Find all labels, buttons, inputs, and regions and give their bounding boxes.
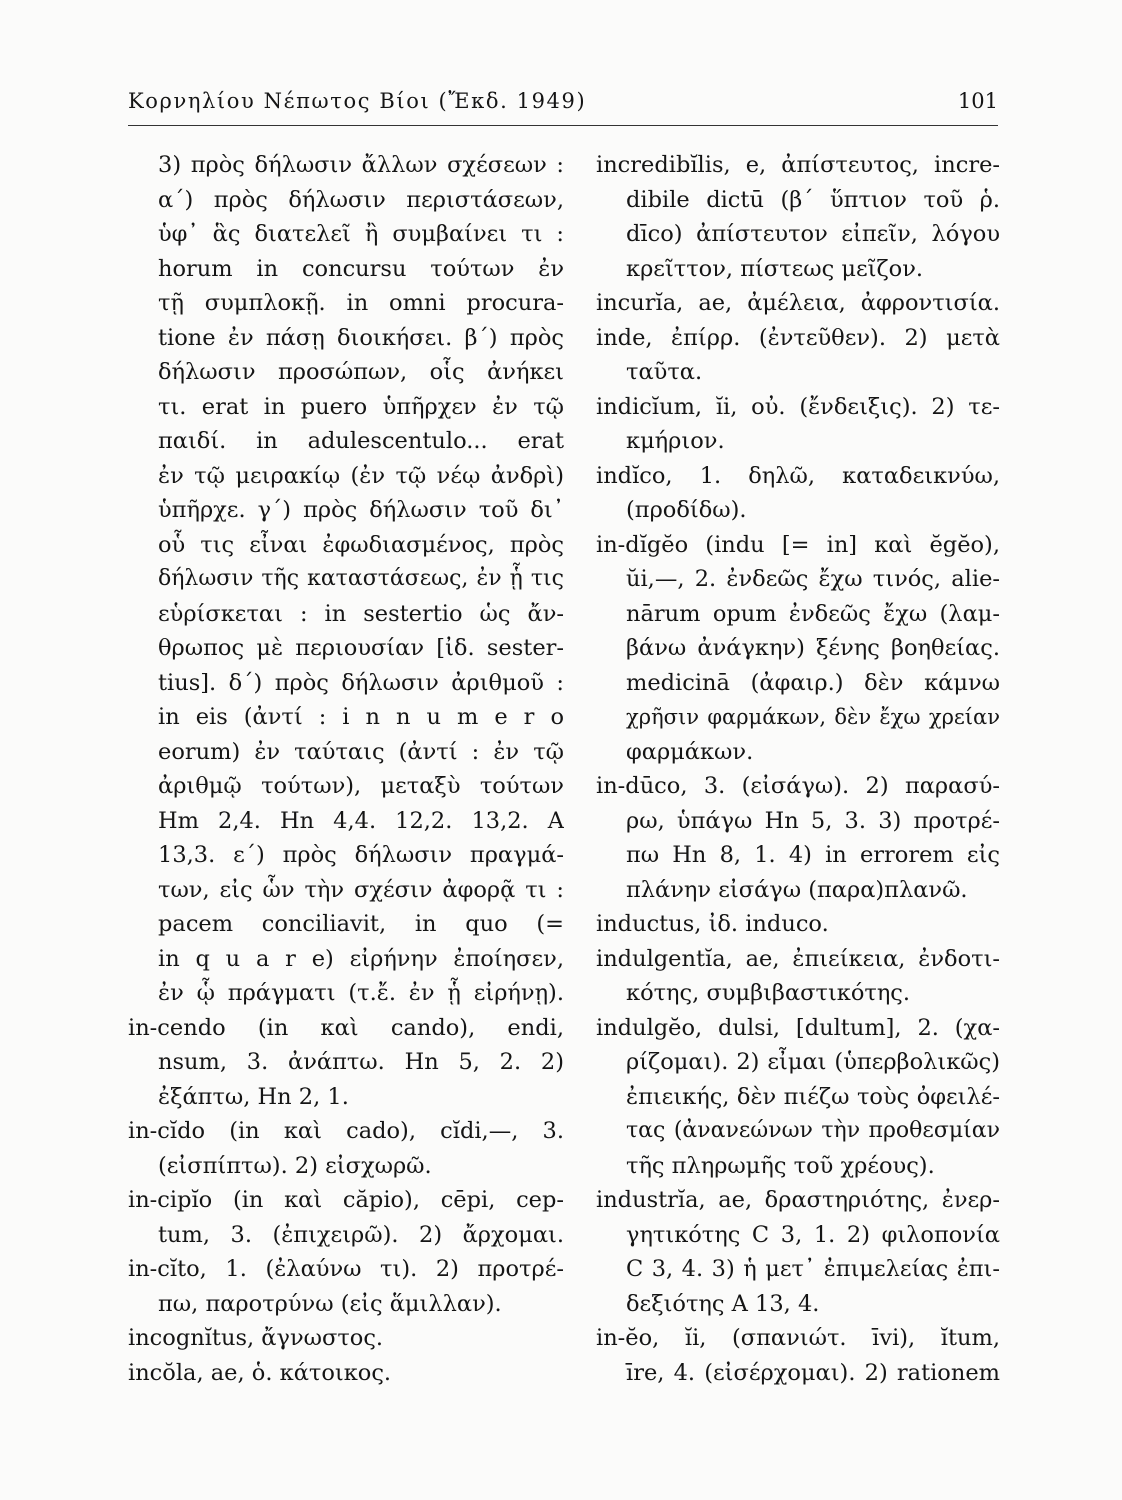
dictionary-line: ὑπῆρχε. γ΄) πρὸς δήλωσιν τοῦ δι᾽ [158,497,564,523]
dictionary-line: ρω, ὑπάγω Hn 5, 3. 3) προτρέ- [626,807,1000,834]
dictionary-line: tius]. δ΄) πρὸς δήλωσιν ἀριθμοῦ : [158,669,564,696]
dictionary-line: in-dĭgĕo (indu [= in] καὶ ĕgĕo), [596,531,1000,558]
dictionary-line: indulgentĭa, ae, ἐπιείκεια, ἐνδοτι- [596,945,1000,972]
dictionary-line: incŏla, ae, ὁ. κάτοικος. [128,1359,392,1386]
dictionary-line: inde, ἐπίρρ. (ἐντεῦθεν). 2) μετὰ [596,324,1000,351]
dictionary-line: (προδίδω). [626,497,747,523]
dictionary-line: horum in concursu τούτων ἐν [158,255,564,282]
dictionary-line: ταῦτα. [626,359,703,385]
dictionary-line: inductus, ἰδ. induco. [596,911,829,937]
dictionary-line: τας (ἀνανεώνων τὴν προθεσμίαν [626,1118,1000,1143]
dictionary-line: τῆς πληρωμῆς τοῦ χρέους). [626,1152,935,1179]
book-title: Κορνηλίου Νέπωτος Βίοι (Ἔκδ. 1949) [128,89,587,113]
dictionary-line: in-cipĭo (in καὶ căpio), cēpi, cep- [128,1187,564,1213]
dictionary-line: πω Hn 8, 1. 4) in errorem εἰς [626,842,1000,868]
dictionary-line: φαρμάκων. [626,738,754,765]
dictionary-line: incurĭa, ae, ἀμέλεια, ἀφροντισία. [596,290,1000,316]
dictionary-line: indĭco, 1. δηλῶ, καταδεικνύω, [596,462,1000,489]
dictionary-line: in q u a r e) εἰρήνην ἐποίησεν, [158,945,564,972]
dictionary-line: tione ἐν πάσῃ διοικήσει. β΄) πρὸς [158,324,564,351]
dictionary-line: 3) πρὸς δήλωσιν ἄλλων σχέσεων : [158,152,564,178]
dictionary-line: in-cendo (in καὶ cando), endi, [128,1014,564,1041]
dictionary-line: C 3, 4. 3) ἡ μετ᾽ ἐπιμελείας ἐπι- [626,1256,1000,1282]
dictionary-line: των, εἰς ὧν τὴν σχέσιν ἀφορᾷ τι : [158,876,564,903]
dictionary-line: ἐπιεικής, δὲν πιέζω τοὺς ὀφειλέ- [626,1083,1000,1110]
running-header [128,89,998,119]
dictionary-line: industrĭa, ae, δραστηριότης, ἐνερ- [596,1187,1000,1213]
dictionary-line: dīco) ἀπίστευτον εἰπεῖν, λόγου [626,221,1000,247]
dictionary-line: ἐν τῷ μειρακίῳ (ἐν τῷ νέῳ ἀνδρὶ) [158,462,564,489]
dictionary-line: ἐξάπτω, Hn 2, 1. [158,1083,349,1110]
dictionary-line: (εἰσπίπτω). 2) εἰσχωρῶ. [158,1152,432,1179]
dictionary-line: δήλωσιν προσώπων, οἷς ἀνήκει [158,359,564,385]
dictionary-line: παιδί. in adulescentulo... erat [158,428,564,454]
dictionary-line: κμήριον. [626,428,725,454]
dictionary-line: 13,3. ε΄) πρὸς δήλωσιν πραγμά- [158,842,564,868]
dictionary-line: in eis (ἀντί : i n n u m e r o [158,704,564,730]
dictionary-line: εὑρίσκεται : in sestertio ὡς ἄν- [158,600,564,627]
dictionary-line: κρεῖττον, πίστεως μεῖζον. [626,255,924,282]
dictionary-line: in-dūco, 3. (εἰσάγω). 2) παρασύ- [596,773,1000,799]
dictionary-line: in-cĭdo (in καὶ cado), cĭdi,—, 3. [128,1118,564,1144]
dictionary-line: πλάνην εἰσάγω (παρα)πλανῶ. [626,876,968,903]
dictionary-line: βάνω ἀνάγκην) ξένης βοηθείας. [626,635,1000,661]
dictionary-line: ὑφ᾽ ἃς διατελεῖ ἢ συμβαίνει τι : [158,221,564,247]
dictionary-line: incognĭtus, ἄγνωστος. [128,1325,384,1351]
dictionary-line: θρωπος μὲ περιουσίαν [ἰδ. sester- [158,635,564,661]
dictionary-line: indicĭum, ĭi, οὐ. (ἔνδειξις). 2) τε- [596,393,1000,420]
left-column [128,148,564,1390]
dictionary-line: in-cĭto, 1. (ἐλαύνω τι). 2) προτρέ- [128,1256,564,1282]
dictionary-line: ŭi,—, 2. ἐνδεῶς ἔχω τινός, alie- [626,566,1000,592]
dictionary-line: ἐν ᾧ πράγματι (τ.ἔ. ἐν ᾗ εἰρήνῃ). [158,980,564,1006]
page-number: 101 [957,89,998,113]
dictionary-line: Hm 2,4. Hn 4,4. 12,2. 13,2. A [158,807,564,834]
header-rule [128,125,998,126]
dictionary-line: κότης, συμβιβαστικότης. [626,980,911,1006]
dictionary-line: α΄) πρὸς δήλωσιν περιστάσεων, [158,186,564,213]
right-column [596,148,1000,1390]
dictionary-line: indulgĕo, dulsi, [dultum], 2. (χα- [596,1014,1000,1041]
dictionary-line: in-ĕo, ĭi, (σπανιώτ. īvi), ĭtum, [596,1325,1000,1351]
dictionary-line: δήλωσιν τῆς καταστάσεως, ἐν ᾗ τις [158,566,564,591]
dictionary-line: pacem conciliavit, in quo (= [158,911,564,937]
dictionary-line: eorum) ἐν ταύταις (ἀντί : ἐν τῷ [158,738,564,765]
dictionary-line: incredibĭlis, e, ἀπίστευτος, incre- [596,152,1000,178]
dictionary-line: dibile dictū (β΄ ὕπτιον τοῦ ῥ. [626,186,1000,213]
dictionary-line: χρῆσιν φαρμάκων, δὲν ἔχω χρείαν [626,705,1000,729]
dictionary-line: ρίζομαι). 2) εἶμαι (ὑπερβολικῶς) [626,1049,1000,1075]
dictionary-line: γητικότης C 3, 1. 2) φιλοπονία [626,1221,1000,1248]
dictionary-line: tum, 3. (ἐπιχειρῶ). 2) ἄρχομαι. [158,1221,564,1248]
dictionary-line: πω, παροτρύνω (εἰς ἅμιλλαν). [158,1290,502,1317]
dictionary-line: nsum, 3. ἀνάπτω. Hn 5, 2. 2) [158,1049,564,1075]
dictionary-line: τῇ συμπλοκῇ. in omni procura- [158,290,564,316]
dictionary-line: δεξιότης A 13, 4. [626,1290,820,1317]
dictionary-line: īre, 4. (εἰσέρχομαι). 2) rationem [626,1359,1000,1386]
dictionary-line: ἀριθμῷ τούτων), μεταξὺ τούτων [158,773,564,799]
dictionary-line: οὗ τις εἶναι ἐφωδιασμένος, πρὸς [158,531,564,558]
dictionary-line: medicinā (ἀφαιρ.) δὲν κάμνω [626,669,1000,696]
dictionary-line: nārum opum ἐνδεῶς ἔχω (λαμ- [626,600,1000,627]
dictionary-line: τι. erat in puero ὑπῆρχεν ἐν τῷ [158,393,564,420]
